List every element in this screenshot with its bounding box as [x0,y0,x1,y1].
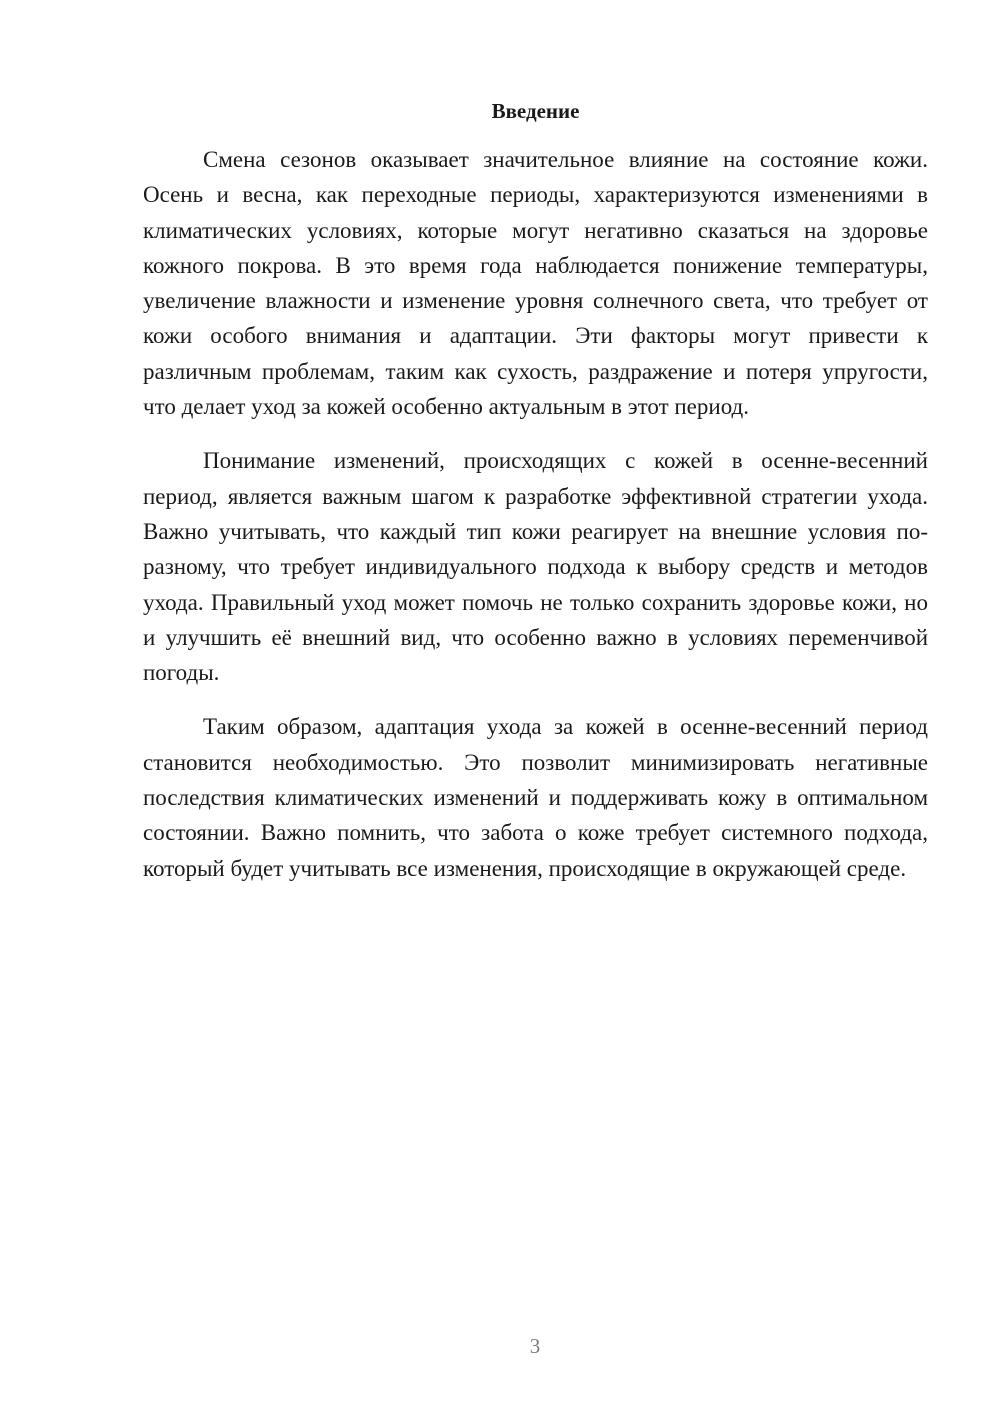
paragraph-3: Таким образом, адаптация ухода за кожей в осенне-весенний период становится необходимостью. Это позволит минимизировать негативные последствия климатических изменений и поддерживать кожу в оптимальном состоянии. Важно помнить, что забота о коже требует системного подхода, который будет учитывать все изменения, происходящие в окружающей среде. [143,714,928,881]
paragraph-1: Смена сезонов оказывает значительное влияние на состояние кожи. Осень и весна, как переходные периоды, характеризуются изменениями в климатических условиях, которые могут негативно сказаться на здоровье кожного покрова. В это время года наблюдается понижение температуры, увеличение влажности и изменение уровня солнечного света, что требует от кожи особого внимания и адаптации. Эти факторы могут привести к различным проблемам, таким как сухость, раздражение и потеря упругости, что делает уход за кожей особенно актуальным в этот период. [143,147,928,420]
body-text [143,142,928,905]
page-number: 3 [529,1334,541,1358]
paragraph-2: Понимание изменений, происходящих с кожей в осенне-весенний период, является важным шагом к разработке эффективной стратегии ухода. Важно учитывать, что каждый тип кожи реагирует на внешние условия по-разному, что требует индивидуального подхода к выбору средств и методов ухода. Правильный уход может помочь не только сохранить здоровье кожи, но и улучшить её внешний вид, что особенно важно в условиях переменчивой погоды. [143,448,928,686]
page-title: Введение [491,99,580,123]
